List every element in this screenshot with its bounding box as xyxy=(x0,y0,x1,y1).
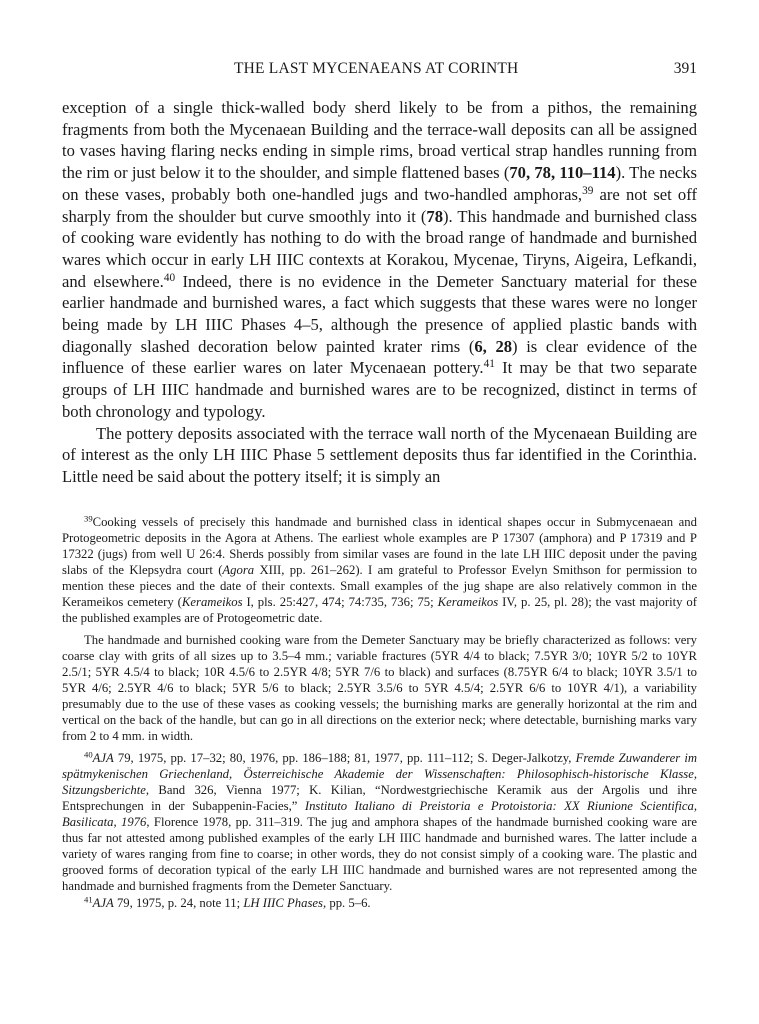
footnote-marker-40: 40 xyxy=(163,271,176,284)
paragraph-2: The pottery deposits associated with the terrace wall north of the Mycenaean Building are of interest as the only LH IIIC Phase 5 settlement deposits thus far identified in the Corinthia. Little need be said about the pottery itself; it is simply an xyxy=(62,423,697,486)
footnote-marker-39: 39 xyxy=(582,184,594,197)
footnote-text: XIII, pp. 261–262). I am grateful to Professor Evelyn Smithson for permission to mention these pieces and the date of their contexts. Small examples of the jug shape are also relatively common in the Kerameikos cemetery ( xyxy=(62,563,697,609)
running-head xyxy=(62,60,697,82)
figure-reference: 70, 78, 110–114 xyxy=(509,163,616,183)
figure-reference: 78 xyxy=(426,206,443,226)
citation-title: Kerameikos xyxy=(181,595,243,609)
footnote-text: , Florence 1978, pp. 311–319. The jug and amphora shapes of the handmade burnished cooking ware are thus far not attested among published examples of the early LH IIIC handmade and burnished wares. The latter include a variety of wares ranging from fine to coarse; in other words, they do not consist simply of a cooking ware. The plastic and grooved forms of decoration typical of the early LH IIIC handmade and burnished wares are not represented among the handmade and burnished fragments from the Demeter Sanctuary. xyxy=(62,815,697,893)
page-number: 391 xyxy=(673,60,697,77)
citation-title: Österreichische Akademie der Wissenschaften: Philosophisch-historische Klasse, Sitzungsberichte xyxy=(62,767,697,797)
footnote-text: , pp. 5–6. xyxy=(323,896,371,910)
footnote-text: I, pls. 25:427, 474; 74:735, 736; 75; xyxy=(242,595,438,609)
footnote-text: 79, 1975, pp. 17–32; 80, 1976, pp. 186–188; 81, 1977, pp. 111–112; S. Deger-Jalkotzy, xyxy=(113,751,576,765)
citation-title: LH IIIC Phases xyxy=(243,896,323,910)
paragraph-1-text-b: ). The necks on these vases, probably both one-handled jugs and two-handled amphoras, xyxy=(62,163,697,204)
paragraph-1 xyxy=(62,97,697,423)
citation-title: Fremde Zuwanderer im spätmykenischen Griechenland xyxy=(62,751,698,781)
footnote-39 xyxy=(62,514,697,626)
paragraph-1-text-d: ). This handmade and burnished class of cooking ware evidently has nothing to do with the broad range of handmade and burnished wares which occur in early LH IIIC contexts at Korakou, Mycenae, Tiryns, Aigeira, Lefkandi, and elsewhere. xyxy=(62,206,697,291)
main-text xyxy=(62,97,697,488)
citation-title: Kerameikos xyxy=(437,595,499,609)
running-title: THE LAST MYCENAEANS AT CORINTH xyxy=(234,60,519,77)
citation-title: AJA xyxy=(92,751,114,765)
footnote-39-continuation: The handmade and burnished cooking ware from the Demeter Sanctuary may be briefly characterized as follows: very coarse clay with grits of all sizes up to 3.5–4 mm.; variable fractures (5YR 4/4 to black; 7.5YR 3/0; 10YR 5/2 to 10YR 2.5/1; 5YR 4.5/4 to black; 10R 4.5/6 to 2.5YR 4/8; 5YR 7/6 to black) and surfaces (8.75YR 6/4 to black; 10YR 3.5/1 to 5YR 4/6; 2.5YR 4/6 to black; 5YR 5/6 to black; 2.5YR 3.5/6 to 5YR 4.5/4; 2.5YR 6/6 to 10YR 4/1), a variability presumably due to the use of these vases as cooking vessels; the burnishing marks are generally horizontal at the rim and vertical on the back of the handle, but can go in all directions on the exterior neck; where detectable, burnishing marks vary from 2 to 4 mm. in width. xyxy=(62,633,697,743)
footnote-text: IV, p. 25, pl. 28); the vast majority of the published examples are of Protogeometric date. xyxy=(62,595,697,625)
footnote-marker-41: 41 xyxy=(483,358,495,371)
citation-title: AJA xyxy=(92,896,114,910)
paragraph-1-text-a: exception of a single thick-walled body sherd likely to be from a pithos, the remaining fragments from both the Mycenaean Building and the terrace-wall deposits can all be assigned to vases having flaring necks ending in simple rims, broad vertical strap handles running from the rim or just below it to the shoulder, and simple flattened bases ( xyxy=(62,98,697,183)
paragraph-1-text-e: Indeed, there is no evidence in the Demeter Sanctuary material for these earlier handmade and burnished wares, a fact which suggests that these wares were no longer being made by LH IIIC Phases 4–5, although the presence of applied plastic bands with diagonally slashed decoration below painted krater rims ( xyxy=(62,271,697,356)
footnote-number: 40 xyxy=(84,749,93,760)
footnote-number: 39 xyxy=(84,513,93,524)
citation-title: Agora xyxy=(222,563,255,577)
footnote-41 xyxy=(62,895,697,911)
footnote-text: , Band 326, Vienna 1977; K. Kilian, “Nordwestgriechische Keramik aus der Argolis und ihre Entsprechungen in der Subappenin-Facies,” xyxy=(62,783,697,813)
footnote-40 xyxy=(62,750,697,894)
figure-reference: 6, 28 xyxy=(474,336,513,356)
paragraph-1-text-c: are not set off sharply from the shoulder but curve smoothly into it ( xyxy=(62,184,697,226)
citation-title: Instituto Italiano di Preistoria e Protoistoria: XX Riunione Scientifica, Basilicata, 1976 xyxy=(62,799,697,829)
footnote-number: 41 xyxy=(84,894,93,905)
footnote-text: Cooking vessels of precisely this handmade and burnished class in identical shapes occur in Submycenaean and Protogeometric deposits in the Agora at Athens. The earliest whole examples are P 17307 (amphora) and P 17319 and P 17322 (jugs) from well U 26:4. Sherds possibly from similar vases are found in the late LH IIIC deposit under the paving slabs of the Klepsydra court ( xyxy=(62,515,697,577)
footnotes xyxy=(62,514,697,912)
footnote-text: 79, 1975, p. 24, note 11; xyxy=(113,896,244,910)
footnote-text: , xyxy=(229,767,244,781)
paragraph-1-text-g: It may be that two separate groups of LH IIIC handmade and burnished wares are to be recognized, distinct in terms of both chronology and typology. xyxy=(62,358,697,421)
paragraph-1-text-f: ) is clear evidence of the influence of these earlier wares on later Mycenaean pottery. xyxy=(62,336,698,378)
